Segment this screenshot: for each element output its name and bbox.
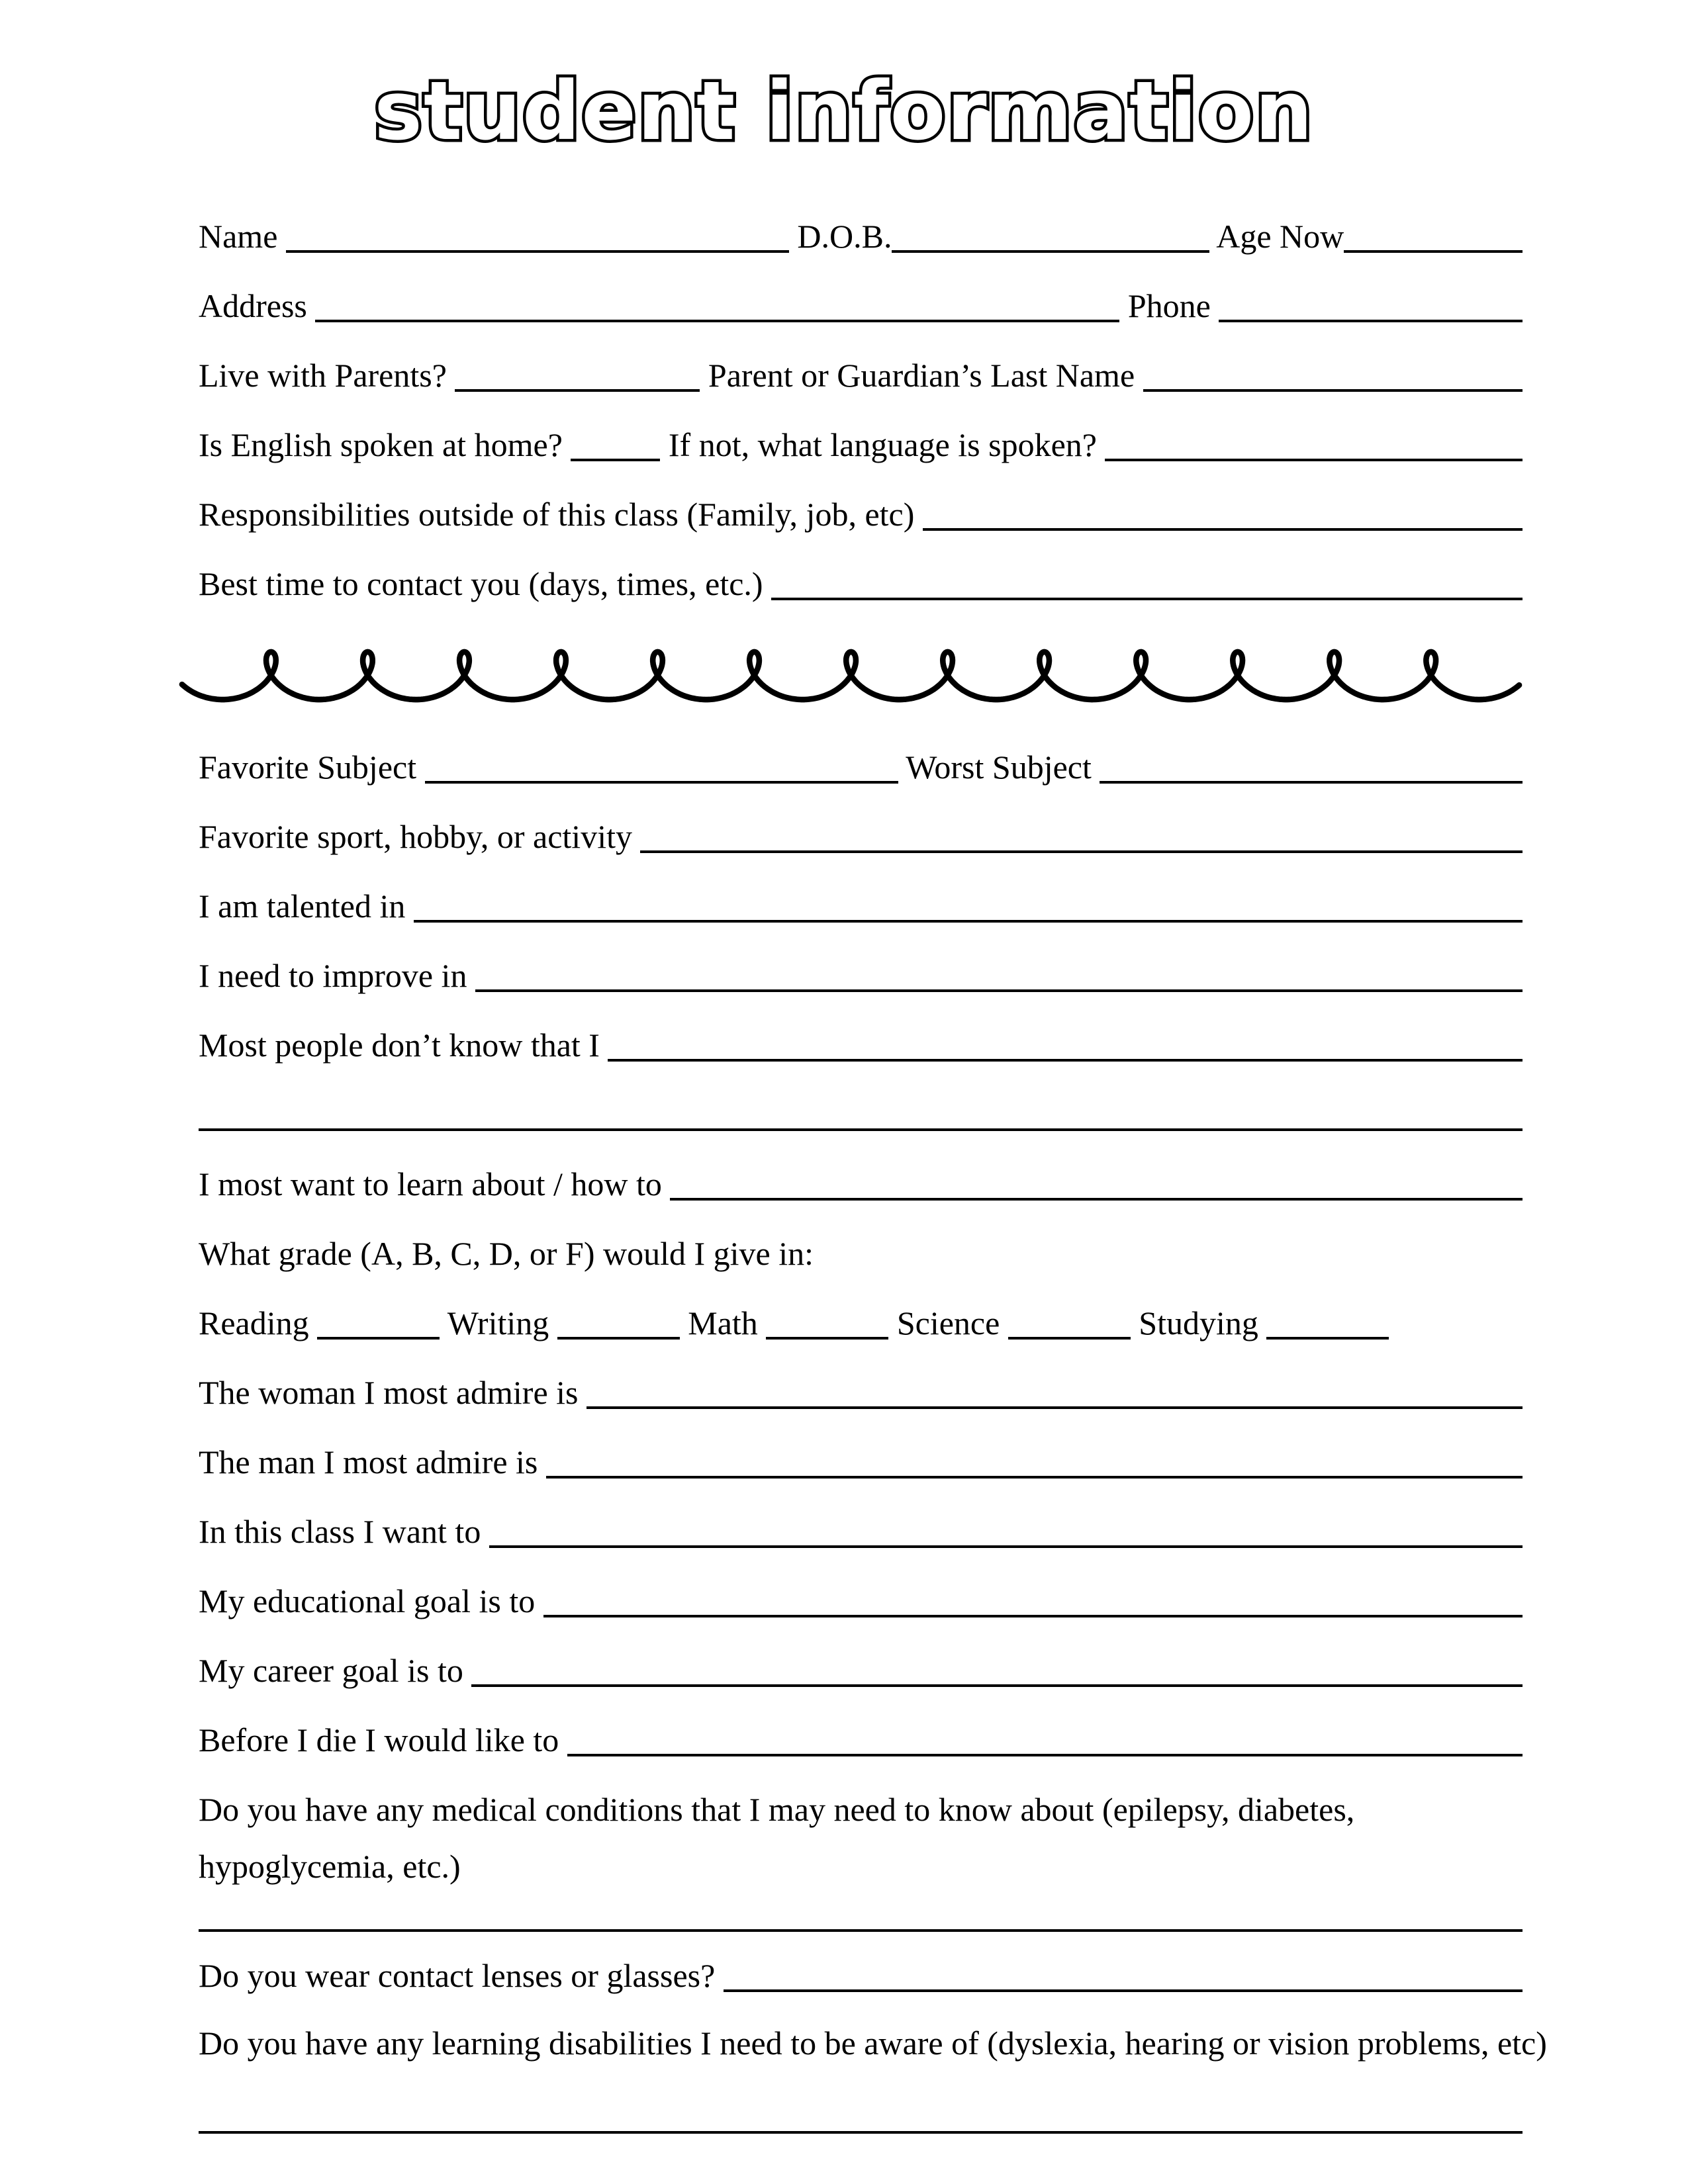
form-label: Worst Subject — [898, 749, 1100, 786]
form-label: Studying — [1130, 1304, 1267, 1342]
form-label: Live with Parents? — [199, 357, 455, 394]
form-label: Name — [199, 218, 286, 255]
form-label: I am talented in — [199, 887, 414, 925]
form-label: Responsibilities outside of this class (Family, job, etc) — [199, 496, 923, 533]
favorite-subject-blank[interactable] — [425, 781, 898, 784]
row-what-grade — [199, 1219, 1523, 1289]
row-medical-question-line1 — [199, 1775, 1523, 1844]
form-label: In this class I want to — [199, 1513, 489, 1550]
form-label: Best time to contact you (days, times, etc.) — [199, 565, 772, 602]
worst-subject-blank[interactable] — [1100, 781, 1523, 784]
before-die-blank[interactable] — [567, 1754, 1523, 1756]
learn-about-blank[interactable] — [670, 1198, 1523, 1201]
form-label: Address — [199, 287, 316, 324]
form-label: Do you have any learning disabilities I need to be aware of (dyslexia, hearing or vision problems, etc) — [199, 2025, 1547, 2062]
form-label: Do you wear contact lenses or glasses? — [199, 1957, 724, 1994]
contact-time-blank[interactable] — [771, 598, 1523, 600]
favorite-activity-blank[interactable] — [640, 850, 1523, 853]
contacts-glasses-blank[interactable] — [724, 1989, 1523, 1992]
career-goal-blank[interactable] — [471, 1684, 1523, 1687]
form-label: The woman I most admire is — [199, 1374, 586, 1411]
learning-disabilities-blank[interactable] — [199, 2131, 1523, 2134]
man-admire-blank[interactable] — [546, 1476, 1523, 1479]
form-label: Parent or Guardian’s Last Name — [700, 357, 1143, 394]
form-label: D.O.B. — [788, 218, 892, 255]
row-learning-disabilities-question — [199, 2009, 1547, 2078]
form-label: Math — [679, 1304, 767, 1342]
form-label: Favorite sport, hobby, or activity — [199, 818, 641, 855]
english-at-home-blank[interactable] — [571, 459, 660, 461]
row-before-i-die — [199, 1706, 1523, 1775]
form-label: I most want to learn about / how to — [199, 1165, 671, 1203]
row-man-admire — [199, 1428, 1523, 1497]
row-english-language — [199, 410, 1523, 480]
age-now-blank[interactable] — [1344, 250, 1523, 253]
row-responsibilities — [199, 480, 1523, 549]
form-label: Favorite Subject — [199, 749, 425, 786]
writing-grade-blank[interactable] — [557, 1337, 680, 1340]
dob-blank[interactable] — [892, 250, 1209, 253]
class-want-blank[interactable] — [489, 1545, 1523, 1548]
reading-grade-blank[interactable] — [317, 1337, 440, 1340]
row-name-dob-age — [199, 202, 1523, 271]
row-educational-goal — [199, 1567, 1523, 1636]
woman-admire-blank[interactable] — [586, 1406, 1523, 1409]
row-talented — [199, 872, 1523, 941]
page-title: student information — [374, 64, 1314, 158]
improve-in-blank[interactable] — [475, 989, 1523, 992]
row-most-people-continued — [199, 1080, 1523, 1150]
form-label: My educational goal is to — [199, 1582, 543, 1619]
row-want-to-learn — [199, 1150, 1523, 1219]
row-address-phone — [199, 271, 1523, 341]
form-label: If not, what language is spoken? — [660, 426, 1105, 463]
row-most-people — [199, 1011, 1523, 1080]
most-people-blank-continued[interactable] — [199, 1128, 1523, 1131]
form-label: Is English spoken at home? — [199, 426, 571, 463]
talented-in-blank[interactable] — [414, 920, 1523, 923]
row-improve — [199, 941, 1523, 1011]
science-grade-blank[interactable] — [1008, 1337, 1131, 1340]
studying-grade-blank[interactable] — [1266, 1337, 1389, 1340]
phone-blank[interactable] — [1219, 320, 1523, 322]
most-people-blank[interactable] — [608, 1059, 1523, 1062]
form-header — [0, 0, 1688, 202]
form-body — [199, 202, 1547, 2156]
responsibilities-blank[interactable] — [923, 528, 1523, 531]
form-label: Before I die I would like to — [199, 1721, 567, 1758]
form-label: The man I most admire is — [199, 1443, 546, 1480]
form-label: Reading — [199, 1304, 318, 1342]
row-medical-question-line2 — [199, 1844, 1523, 1888]
row-parents-guardian — [199, 341, 1523, 410]
squiggle-divider — [179, 619, 1523, 733]
form-label: I need to improve in — [199, 957, 475, 994]
form-label: Do you have any medical conditions that I may need to know about (epilepsy, diabetes, — [199, 1791, 1355, 1828]
form-label: My career goal is to — [199, 1652, 472, 1689]
form-label: Science — [888, 1304, 1008, 1342]
live-with-parents-blank[interactable] — [455, 389, 700, 392]
row-learning-disabilities-answer — [199, 2078, 1523, 2156]
form-label: hypoglycemia, etc.) — [199, 1848, 461, 1885]
row-grades — [199, 1289, 1523, 1358]
form-label: Age Now — [1209, 218, 1344, 255]
form-label: Most people don’t know that I — [199, 1026, 608, 1064]
form-label: Writing — [440, 1304, 557, 1342]
guardian-last-name-blank[interactable] — [1143, 389, 1523, 392]
math-grade-blank[interactable] — [766, 1337, 888, 1340]
row-best-contact-time — [199, 549, 1523, 619]
row-favorite-activity — [199, 802, 1523, 872]
row-medical-answer — [199, 1888, 1523, 1942]
row-career-goal — [199, 1636, 1523, 1706]
name-blank[interactable] — [286, 250, 789, 253]
educational-goal-blank[interactable] — [543, 1615, 1523, 1617]
address-blank[interactable] — [315, 320, 1119, 322]
row-woman-admire — [199, 1358, 1523, 1428]
language-spoken-blank[interactable] — [1105, 459, 1523, 461]
medical-conditions-blank[interactable] — [199, 1929, 1523, 1932]
form-label: What grade (A, B, C, D, or F) would I give in: — [199, 1235, 814, 1272]
row-in-this-class — [199, 1497, 1523, 1567]
row-favorite-worst-subject — [199, 733, 1523, 802]
form-label: Phone — [1119, 287, 1219, 324]
row-contacts-glasses — [199, 1942, 1523, 2009]
squiggle-path — [182, 652, 1519, 700]
